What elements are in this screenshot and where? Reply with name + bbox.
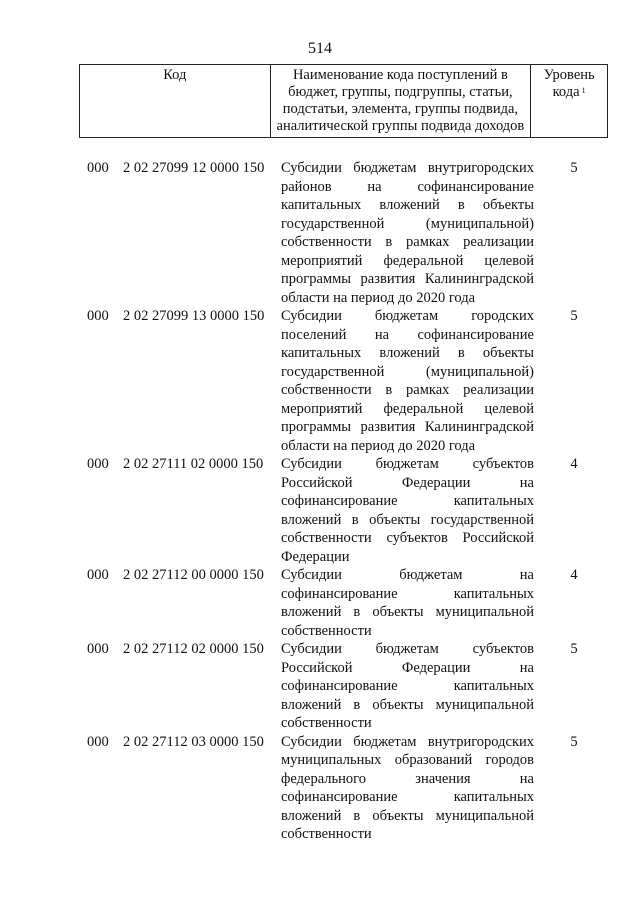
header-code: Код — [80, 65, 271, 138]
row-income-code: 2 02 27112 00 0000 150 — [123, 567, 264, 583]
row-name: Субсидии бюджетам городских поселений на софинансирование капитальных вложений в объекты государственной (муниципальной) собственности в рамках реализации мероприятий федеральной целевой программы развития Калининградской области на период до 2020 года — [281, 308, 534, 454]
row-admin-code: 000 — [87, 308, 109, 324]
row-level: 4 — [570, 456, 578, 472]
footnote-marker: 1 — [581, 86, 586, 95]
row-level: 5 — [570, 733, 578, 750]
row-admin-code: 000 — [87, 456, 109, 472]
row-income-code: 2 02 27112 02 0000 150 — [123, 641, 264, 657]
row-level: 5 — [570, 308, 578, 324]
header-level — [531, 65, 608, 138]
row-income-code: 2 02 27112 03 0000 150 — [123, 733, 264, 750]
table-row — [79, 455, 608, 566]
row-admin-code: 000 — [87, 160, 109, 176]
row-admin-code: 000 — [87, 733, 109, 750]
table-row — [79, 159, 608, 307]
row-level: 5 — [570, 160, 578, 176]
row-level: 5 — [570, 641, 578, 657]
table-body — [79, 159, 608, 844]
header-name: Наименование кода поступлений в бюджет, группы, подгруппы, статьи, подстатьи, элемента, группы подвида, аналитической группы подвида доходов — [270, 65, 531, 138]
row-income-code: 2 02 27099 12 0000 150 — [123, 160, 265, 176]
page-number: 514 — [308, 40, 332, 57]
row-income-code: 2 02 27099 13 0000 150 — [123, 308, 265, 324]
row-name: Субсидии бюджетам субъектов Российской Федерации на софинансирование капитальных вложений в объекты муниципальной собственности — [281, 641, 534, 731]
table-row — [79, 733, 608, 844]
row-name: Субсидии бюджетам субъектов Российской Федерации на софинансирование капитальных вложений в объекты государственной собственности субъектов Российской Федерации — [281, 456, 534, 565]
row-admin-code: 000 — [87, 641, 109, 657]
row-admin-code: 000 — [87, 567, 109, 583]
table-row — [79, 640, 608, 733]
table-row — [79, 307, 608, 455]
table-header — [79, 64, 608, 138]
row-name: Субсидии бюджетам на софинансирование капитальных вложений в объекты муниципальной собственности — [281, 567, 534, 639]
table-row — [79, 566, 608, 640]
row-name: Субсидии бюджетам внутригородских районов на софинансирование капитальных вложений в объекты государственной (муниципальной) собственности в рамках реализации мероприятий федеральной целевой программы развития Калининградской области на период до 2020 года — [281, 160, 534, 306]
row-income-code: 2 02 27111 02 0000 150 — [123, 456, 264, 472]
header-level-label: Уровень кода — [543, 67, 595, 100]
row-name: Субсидии бюджетам внутригородских муниципальных образований городов федерального значения на софинансирование капитальных вложений в объекты муниципальной собственности — [281, 733, 534, 842]
row-level: 4 — [570, 567, 578, 583]
